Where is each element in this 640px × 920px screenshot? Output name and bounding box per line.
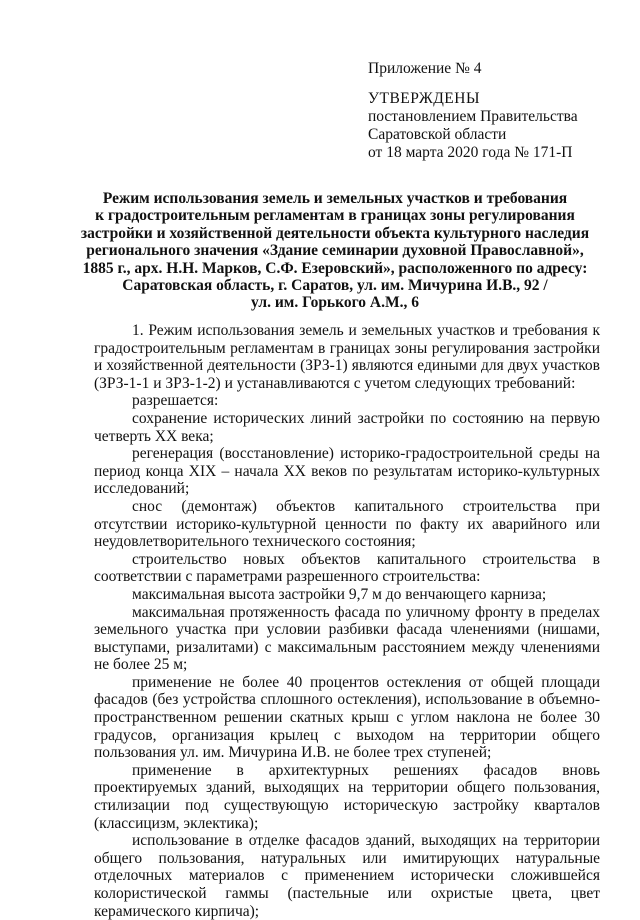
- paragraph: применение в архитектурных решениях фасадов вновь проектируемых зданий, выходящих на территории общего пользования, стилизации под существующую историческую застройку кварталов (классицизм, эклектика);: [94, 761, 600, 832]
- title-line: к градостроительным регламентам в границах зоны регулирования: [95, 207, 575, 225]
- paragraph: максимальная высота застройки 9,7 м до венчающего карниза;: [132, 585, 547, 603]
- title-line: ул. им. Горького А.М., 6: [251, 294, 419, 312]
- title-line: Саратовская область, г. Саратов, ул. им. Мичурина И.В., 92 /: [122, 277, 548, 295]
- paragraph: сохранение исторических линий застройки по состоянию на первую четверть XX века;: [94, 409, 600, 445]
- paragraph: максимальная протяженность фасада по уличному фронту в пределах земельного участка при условии разбивки фасада членениями (нишами, выступами, ризалитами) с максимальным расстоянием между членениями не более 25 м;: [94, 603, 600, 674]
- title-line: 1885 г., арх. Н.Н. Марков, С.Ф. Езеровский», расположенного по адресу:: [82, 259, 588, 277]
- title-line: Режим использования земель и земельных участков и требования: [102, 190, 568, 207]
- document-title: [70, 190, 600, 312]
- paragraph: строительство новых объектов капитального строительства в соответствии с параметрами разрешенного строительства:: [94, 550, 600, 586]
- title-line: застройки и хозяйственной деятельности объекта культурного наследия: [80, 224, 590, 242]
- approval-line-3: от 18 марта 2020 года № 171-П: [368, 144, 573, 161]
- approval-line-2: Саратовской области: [368, 126, 507, 143]
- approved-label: УТВЕРЖДЕНЫ: [368, 90, 480, 107]
- title-line: регионального значения «Здание семинарии духовной Православной»,: [86, 242, 584, 260]
- paragraph: регенерация (восстановление) историко-градостроительной среды на период конца XIX – начала XX веков по результатам историко-культурных исследований;: [94, 445, 600, 498]
- paragraph: 1. Режим использования земель и земельных участков и требования к градостроительным регламентам в границах зоны регулирования застройки и хозяйственной деятельности (ЗРЗ-1) являются едиными для двух участков (ЗРЗ-1-1 и ЗРЗ-1-2) и устанавливаются с учетом следующих требований:: [94, 322, 600, 392]
- approval-line-1: постановлением Правительства: [368, 108, 578, 125]
- annex-number: Приложение № 4: [368, 60, 482, 77]
- annex-header: [368, 60, 618, 162]
- paragraph: разрешается:: [132, 392, 219, 410]
- paragraph: снос (демонтаж) объектов капитального строительства при отсутствии историко-культурной ценности по факту их аварийного или неудовлетворительного технического состояния;: [94, 497, 600, 551]
- paragraph: применение не более 40 процентов остекления от общей площади фасадов (без устройства сплошного остекления), использование в объемно-пространственном решении скатных крыш с углом наклона не более 30 градусов, организация крылец с выходом на территории общего пользования ул. им. Мичурина И.В. не более трех ступеней;: [94, 673, 600, 762]
- document-body: [94, 322, 600, 920]
- paragraph: использование в отделке фасадов зданий, выходящих на территории общего пользования, натуральных или имитирующих натуральные отделочных материалов с применением исторически сложившейся колористической гаммы (пастельные или охристые цвета, цвет керамического кирпича);: [94, 832, 600, 920]
